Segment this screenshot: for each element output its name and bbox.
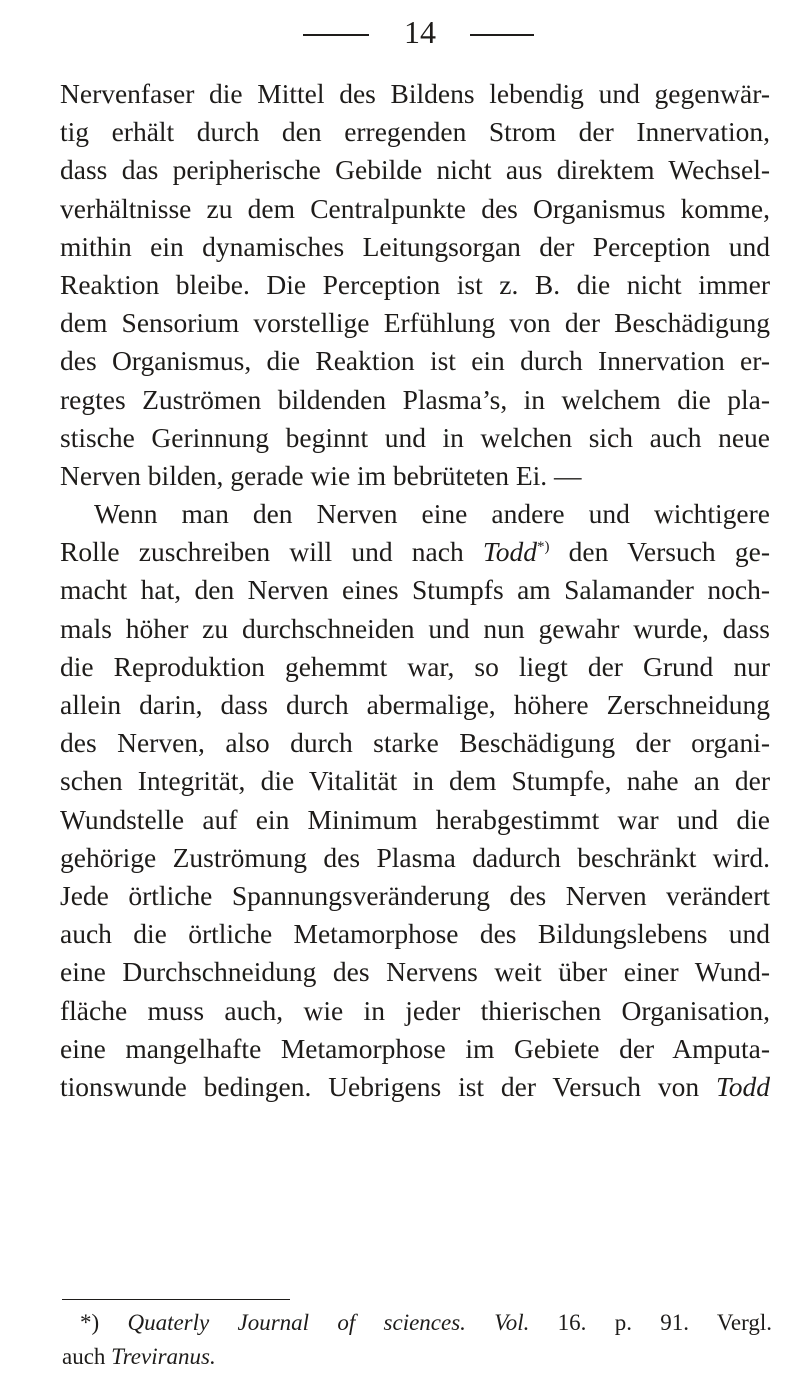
footnote-reference-details: 16. p. 91. Vergl. [529, 1310, 773, 1335]
text-line-24: eine Durchschneidung des Nervens weit über einer Wund- [60, 956, 770, 988]
body-text [60, 75, 770, 1106]
text-line-7: dem Sensorium vorstellige Erfühlung von der Beschädigung [60, 307, 770, 339]
page-number: 14 [404, 14, 436, 50]
text-line-9: regtes Zuströmen bildenden Plasma’s, in welchem die pla- [60, 383, 770, 415]
text-line-10: stische Gerinnung beginnt und in welchen sich auch neue [60, 421, 770, 453]
text-line-1: Nervenfaser die Mittel des Bildens lebendig und gegenwär- [60, 78, 770, 109]
text-line-15: mals höher zu durchschneiden und nun gewahr wurde, dass [60, 612, 770, 644]
header-rule-left [303, 34, 369, 36]
text-line-20: Wundstelle auf ein Minimum herabgestimmt war und die [60, 803, 770, 835]
footnote [62, 1306, 772, 1374]
text-line-13-start: Rolle zuschreiben will und nach [60, 536, 483, 568]
author-name-todd: Todd [482, 536, 537, 568]
text-line-21: gehörige Zuströmung des Plasma dadurch beschränkt wird. [60, 841, 770, 873]
text-line-6: Reaktion bleibe. Die Perception ist z. B. die nicht immer [60, 268, 770, 300]
author-name-todd-2: Todd [715, 1070, 770, 1102]
text-line-3: dass das peripherische Gebilde nicht aus direktem Wechsel- [60, 154, 770, 186]
footnote-line-2 [62, 1340, 772, 1374]
text-line-13 [60, 533, 770, 571]
text-line-22: Jede örtliche Spannungsveränderung des Nerven verändert [60, 879, 770, 911]
text-line-12: Wenn man den Nerven eine andere und wichtigere [94, 498, 770, 530]
footnote-vol-label: Vol. [494, 1310, 530, 1335]
text-line-23: auch die örtliche Metamorphose des Bildungslebens und [60, 918, 770, 950]
text-line-8: des Organismus, die Reaktion ist ein durch Innervation er- [60, 345, 770, 377]
text-line-13-end: den Versuch ge- [549, 536, 770, 568]
text-line-17: allein darin, dass durch abermalige, höhere Zerschneidung [60, 689, 770, 720]
text-line-27 [60, 1068, 770, 1106]
footnote-divider [62, 1299, 290, 1300]
text-line-16: die Reproduktion gehemmt war, so liegt der Grund nur [60, 650, 770, 682]
text-line-18: des Nerven, also durch starke Beschädigung der organi- [60, 727, 770, 759]
text-line-27-start: tionswunde bedingen. Uebrigens ist der Versuch von [60, 1070, 716, 1102]
text-line-19: schen Integrität, die Vitalität in dem Stumpfe, nahe an der [60, 765, 770, 797]
text-line-26: eine mangelhafte Metamorphose im Gebiete der Amputa- [60, 1032, 770, 1064]
footnote-line-1 [62, 1306, 772, 1340]
page-header [0, 10, 800, 50]
text-line-14: macht hat, den Nerven eines Stumpfs am Salamander noch- [60, 574, 770, 606]
footnote-reference: *) [536, 539, 550, 556]
header-rule-right [470, 34, 534, 36]
text-line-2: tig erhält durch den erregenden Strom der Innervation, [60, 116, 770, 148]
text-line-11: Nerven bilden, gerade wie im bebrüteten Ei. — [60, 459, 582, 491]
footnote-marker: *) [80, 1310, 100, 1335]
footnote-line-2-prefix: auch [62, 1344, 112, 1369]
text-line-4: verhältnisse zu dem Centralpunkte des Organismus komme, [60, 192, 770, 224]
text-line-25: fläche muss auch, wie in jeder thierischen Organisation, [60, 994, 770, 1026]
footnote-author: Treviranus. [111, 1344, 216, 1369]
footnote-journal: Quaterly Journal of sciences. [127, 1310, 466, 1335]
text-line-5: mithin ein dynamisches Leitungsorgan der Perception und [60, 230, 770, 262]
